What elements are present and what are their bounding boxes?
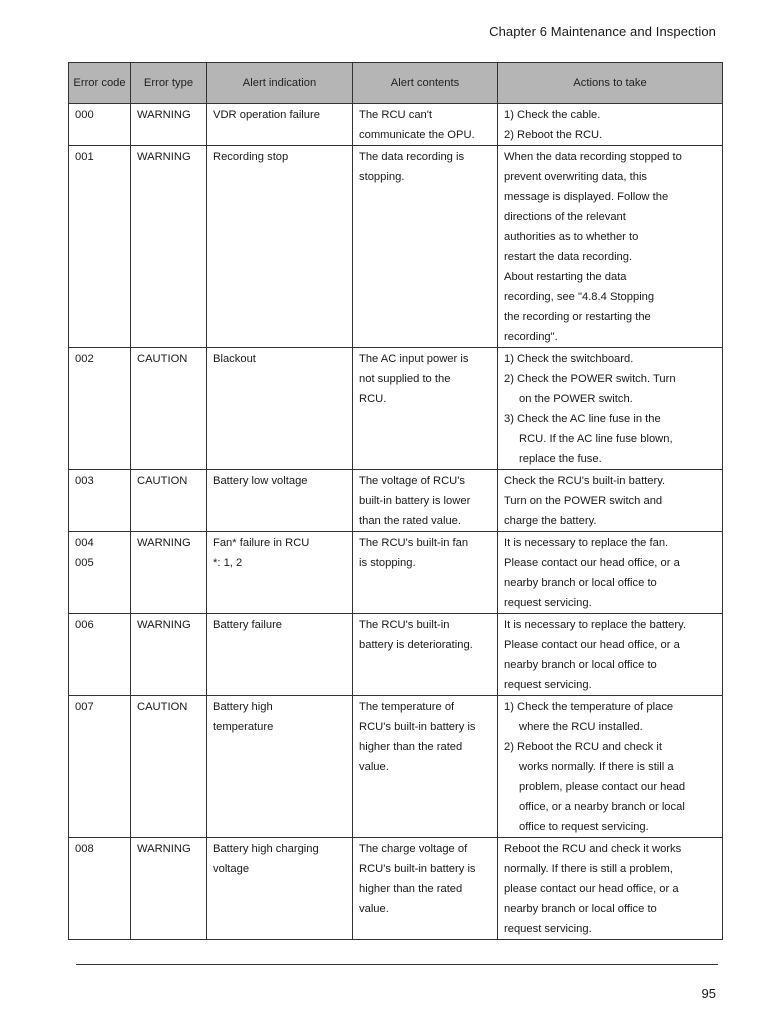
error-code: 002 — [75, 353, 94, 365]
table-row — [69, 838, 723, 940]
alert-contents-line: value. — [359, 761, 389, 773]
action-line: authorities as to whether to — [504, 231, 639, 243]
header-alert-indication: Alert indication — [207, 63, 353, 104]
alert-contents-line: than the rated value. — [359, 515, 462, 527]
action-line: recording, see "4.8.4 Stopping — [504, 291, 655, 303]
footer-divider — [76, 964, 718, 965]
action-line: 1) Check the temperature of place — [504, 701, 674, 713]
table-row — [69, 532, 723, 614]
alert-indication-cell — [207, 532, 353, 614]
error-code: 004 — [75, 537, 94, 549]
alert-contents-cell — [353, 146, 498, 348]
error-code-cell — [69, 696, 131, 838]
action-line: charge the battery. — [504, 515, 597, 527]
header-actions-to-take: Actions to take — [498, 63, 723, 104]
action-line: request servicing. — [504, 923, 592, 935]
table-row — [69, 614, 723, 696]
table-header-row — [69, 63, 723, 104]
action-line: the recording or restarting the — [504, 311, 651, 323]
table-body — [69, 104, 723, 940]
alert-contents-cell — [353, 614, 498, 696]
error-code: 001 — [75, 151, 94, 163]
actions-cell — [498, 614, 723, 696]
error-type-cell — [131, 696, 207, 838]
alert-contents-line: The AC input power is — [359, 353, 469, 365]
alert-contents-cell — [353, 696, 498, 838]
alert-contents-line: higher than the rated — [359, 883, 463, 895]
table-row — [69, 696, 723, 838]
header-error-code-line: code — [101, 77, 126, 89]
error-type-cell — [131, 146, 207, 348]
error-code-cell — [69, 532, 131, 614]
header-error-type — [131, 63, 207, 104]
error-type-cell — [131, 614, 207, 696]
action-line: 2) Reboot the RCU and check it — [504, 741, 662, 753]
error-code-cell — [69, 470, 131, 532]
action-line: Please contact our head office, or a — [504, 639, 680, 651]
error-type: WARNING — [137, 109, 191, 121]
error-type: CAUTION — [137, 701, 188, 713]
actions-cell — [498, 348, 723, 470]
action-line: Please contact our head office, or a — [504, 557, 680, 569]
alert-contents-line: battery is deteriorating. — [359, 639, 473, 651]
action-line: directions of the relevant — [504, 211, 626, 223]
alert-contents-line: stopping. — [359, 171, 405, 183]
error-type-cell — [131, 104, 207, 146]
actions-cell — [498, 532, 723, 614]
error-code: 005 — [75, 557, 94, 569]
actions-cell — [498, 696, 723, 838]
action-line: 3) Check the AC line fuse in the — [504, 413, 661, 425]
actions-cell — [498, 104, 723, 146]
alert-contents-line: The RCU's built-in fan — [359, 537, 469, 549]
error-code-cell — [69, 614, 131, 696]
alert-contents-cell — [353, 470, 498, 532]
error-code: 000 — [75, 109, 94, 121]
alert-contents-line: not supplied to the — [359, 373, 451, 385]
alert-indication: Blackout — [213, 353, 256, 365]
error-code: 003 — [75, 475, 94, 487]
action-line: office, or a nearby branch or local — [519, 801, 685, 813]
table-row — [69, 104, 723, 146]
error-type: WARNING — [137, 619, 191, 631]
alert-indication: Battery high — [213, 701, 273, 713]
error-code: 008 — [75, 843, 94, 855]
action-line: Turn on the POWER switch and — [504, 495, 663, 507]
alert-indication-cell — [207, 696, 353, 838]
alert-contents-line: The voltage of RCU's — [359, 475, 465, 487]
chapter-header: Chapter 6 Maintenance and Inspection — [489, 24, 716, 39]
alert-indication-cell — [207, 104, 353, 146]
page-number: 95 — [701, 986, 716, 1001]
alert-contents-line: value. — [359, 903, 389, 915]
action-line: works normally. If there is still a — [519, 761, 674, 773]
error-table — [68, 62, 723, 940]
alert-indication: VDR operation failure — [213, 109, 320, 121]
error-code-cell — [69, 146, 131, 348]
alert-contents-line: RCU's built-in battery is — [359, 863, 476, 875]
alert-indication-cell — [207, 470, 353, 532]
action-line: problem, please contact our head — [519, 781, 686, 793]
alert-contents-line: The RCU can't — [359, 109, 433, 121]
error-type-cell — [131, 838, 207, 940]
alert-contents-cell — [353, 348, 498, 470]
action-line: nearby branch or local office to — [504, 903, 657, 915]
action-line: 2) Check the POWER switch. Turn — [504, 373, 676, 385]
alert-contents-line: RCU. — [359, 393, 387, 405]
action-line: please contact our head office, or a — [504, 883, 679, 895]
action-line: office to request servicing. — [519, 821, 649, 833]
action-line: 1) Check the cable. — [504, 109, 601, 121]
alert-indication-cell — [207, 348, 353, 470]
alert-contents-line: The temperature of — [359, 701, 455, 713]
error-type-cell — [131, 470, 207, 532]
alert-indication-cell — [207, 838, 353, 940]
action-line: nearby branch or local office to — [504, 577, 657, 589]
action-line: replace the fuse. — [519, 453, 602, 465]
alert-contents-line: The RCU's built-in — [359, 619, 450, 631]
alert-contents-line: is stopping. — [359, 557, 416, 569]
error-code: 007 — [75, 701, 94, 713]
header-error-code — [69, 63, 131, 104]
action-line: Check the RCU's built-in battery. — [504, 475, 666, 487]
action-line: It is necessary to replace the battery. — [504, 619, 686, 631]
actions-cell — [498, 146, 723, 348]
alert-indication: Fan* failure in RCU — [213, 537, 310, 549]
table-row — [69, 146, 723, 348]
table-row — [69, 348, 723, 470]
action-line: 2) Reboot the RCU. — [504, 129, 603, 141]
action-line: RCU. If the AC line fuse blown, — [519, 433, 673, 445]
alert-indication: Battery low voltage — [213, 475, 308, 487]
error-type: WARNING — [137, 843, 191, 855]
action-line: When the data recording stopped to — [504, 151, 682, 163]
error-type: WARNING — [137, 537, 191, 549]
table-row — [69, 470, 723, 532]
alert-indication: voltage — [213, 863, 250, 875]
action-line: prevent overwriting data, this — [504, 171, 648, 183]
alert-indication-cell — [207, 614, 353, 696]
actions-cell — [498, 838, 723, 940]
action-line: on the POWER switch. — [519, 393, 633, 405]
alert-indication-cell — [207, 146, 353, 348]
action-line: normally. If there is still a problem, — [504, 863, 673, 875]
action-line: where the RCU installed. — [519, 721, 643, 733]
alert-contents-line: communicate the OPU. — [359, 129, 475, 141]
action-line: About restarting the data — [504, 271, 627, 283]
error-type: CAUTION — [137, 353, 188, 365]
error-code-cell — [69, 348, 131, 470]
action-line: request servicing. — [504, 679, 592, 691]
alert-indication: Recording stop — [213, 151, 289, 163]
action-line: It is necessary to replace the fan. — [504, 537, 669, 549]
header-error-type-line: Error — [143, 77, 169, 89]
alert-indication: *: 1, 2 — [213, 557, 243, 569]
action-line: Reboot the RCU and check it works — [504, 843, 682, 855]
header-error-type-line: type — [171, 77, 194, 89]
action-line: request servicing. — [504, 597, 592, 609]
error-code-cell — [69, 838, 131, 940]
alert-contents-line: The data recording is — [359, 151, 465, 163]
alert-indication: temperature — [213, 721, 274, 733]
action-line: nearby branch or local office to — [504, 659, 657, 671]
alert-contents-cell — [353, 838, 498, 940]
alert-contents-line: The charge voltage of — [359, 843, 468, 855]
header-alert-contents: Alert contents — [353, 63, 498, 104]
action-line: message is displayed. Follow the — [504, 191, 669, 203]
error-type: WARNING — [137, 151, 191, 163]
action-line: 1) Check the switchboard. — [504, 353, 634, 365]
alert-contents-line: higher than the rated — [359, 741, 463, 753]
alert-contents-cell — [353, 532, 498, 614]
error-code-cell — [69, 104, 131, 146]
alert-contents-cell — [353, 104, 498, 146]
alert-contents-line: built-in battery is lower — [359, 495, 471, 507]
action-line: restart the data recording. — [504, 251, 633, 263]
actions-cell — [498, 470, 723, 532]
error-type-cell — [131, 532, 207, 614]
alert-indication: Battery failure — [213, 619, 283, 631]
error-type-cell — [131, 348, 207, 470]
header-error-code-line: Error — [73, 77, 99, 89]
alert-contents-line: RCU's built-in battery is — [359, 721, 476, 733]
action-line: recording". — [504, 331, 558, 343]
alert-indication: Battery high charging — [213, 843, 319, 855]
error-code: 006 — [75, 619, 94, 631]
error-type: CAUTION — [137, 475, 188, 487]
